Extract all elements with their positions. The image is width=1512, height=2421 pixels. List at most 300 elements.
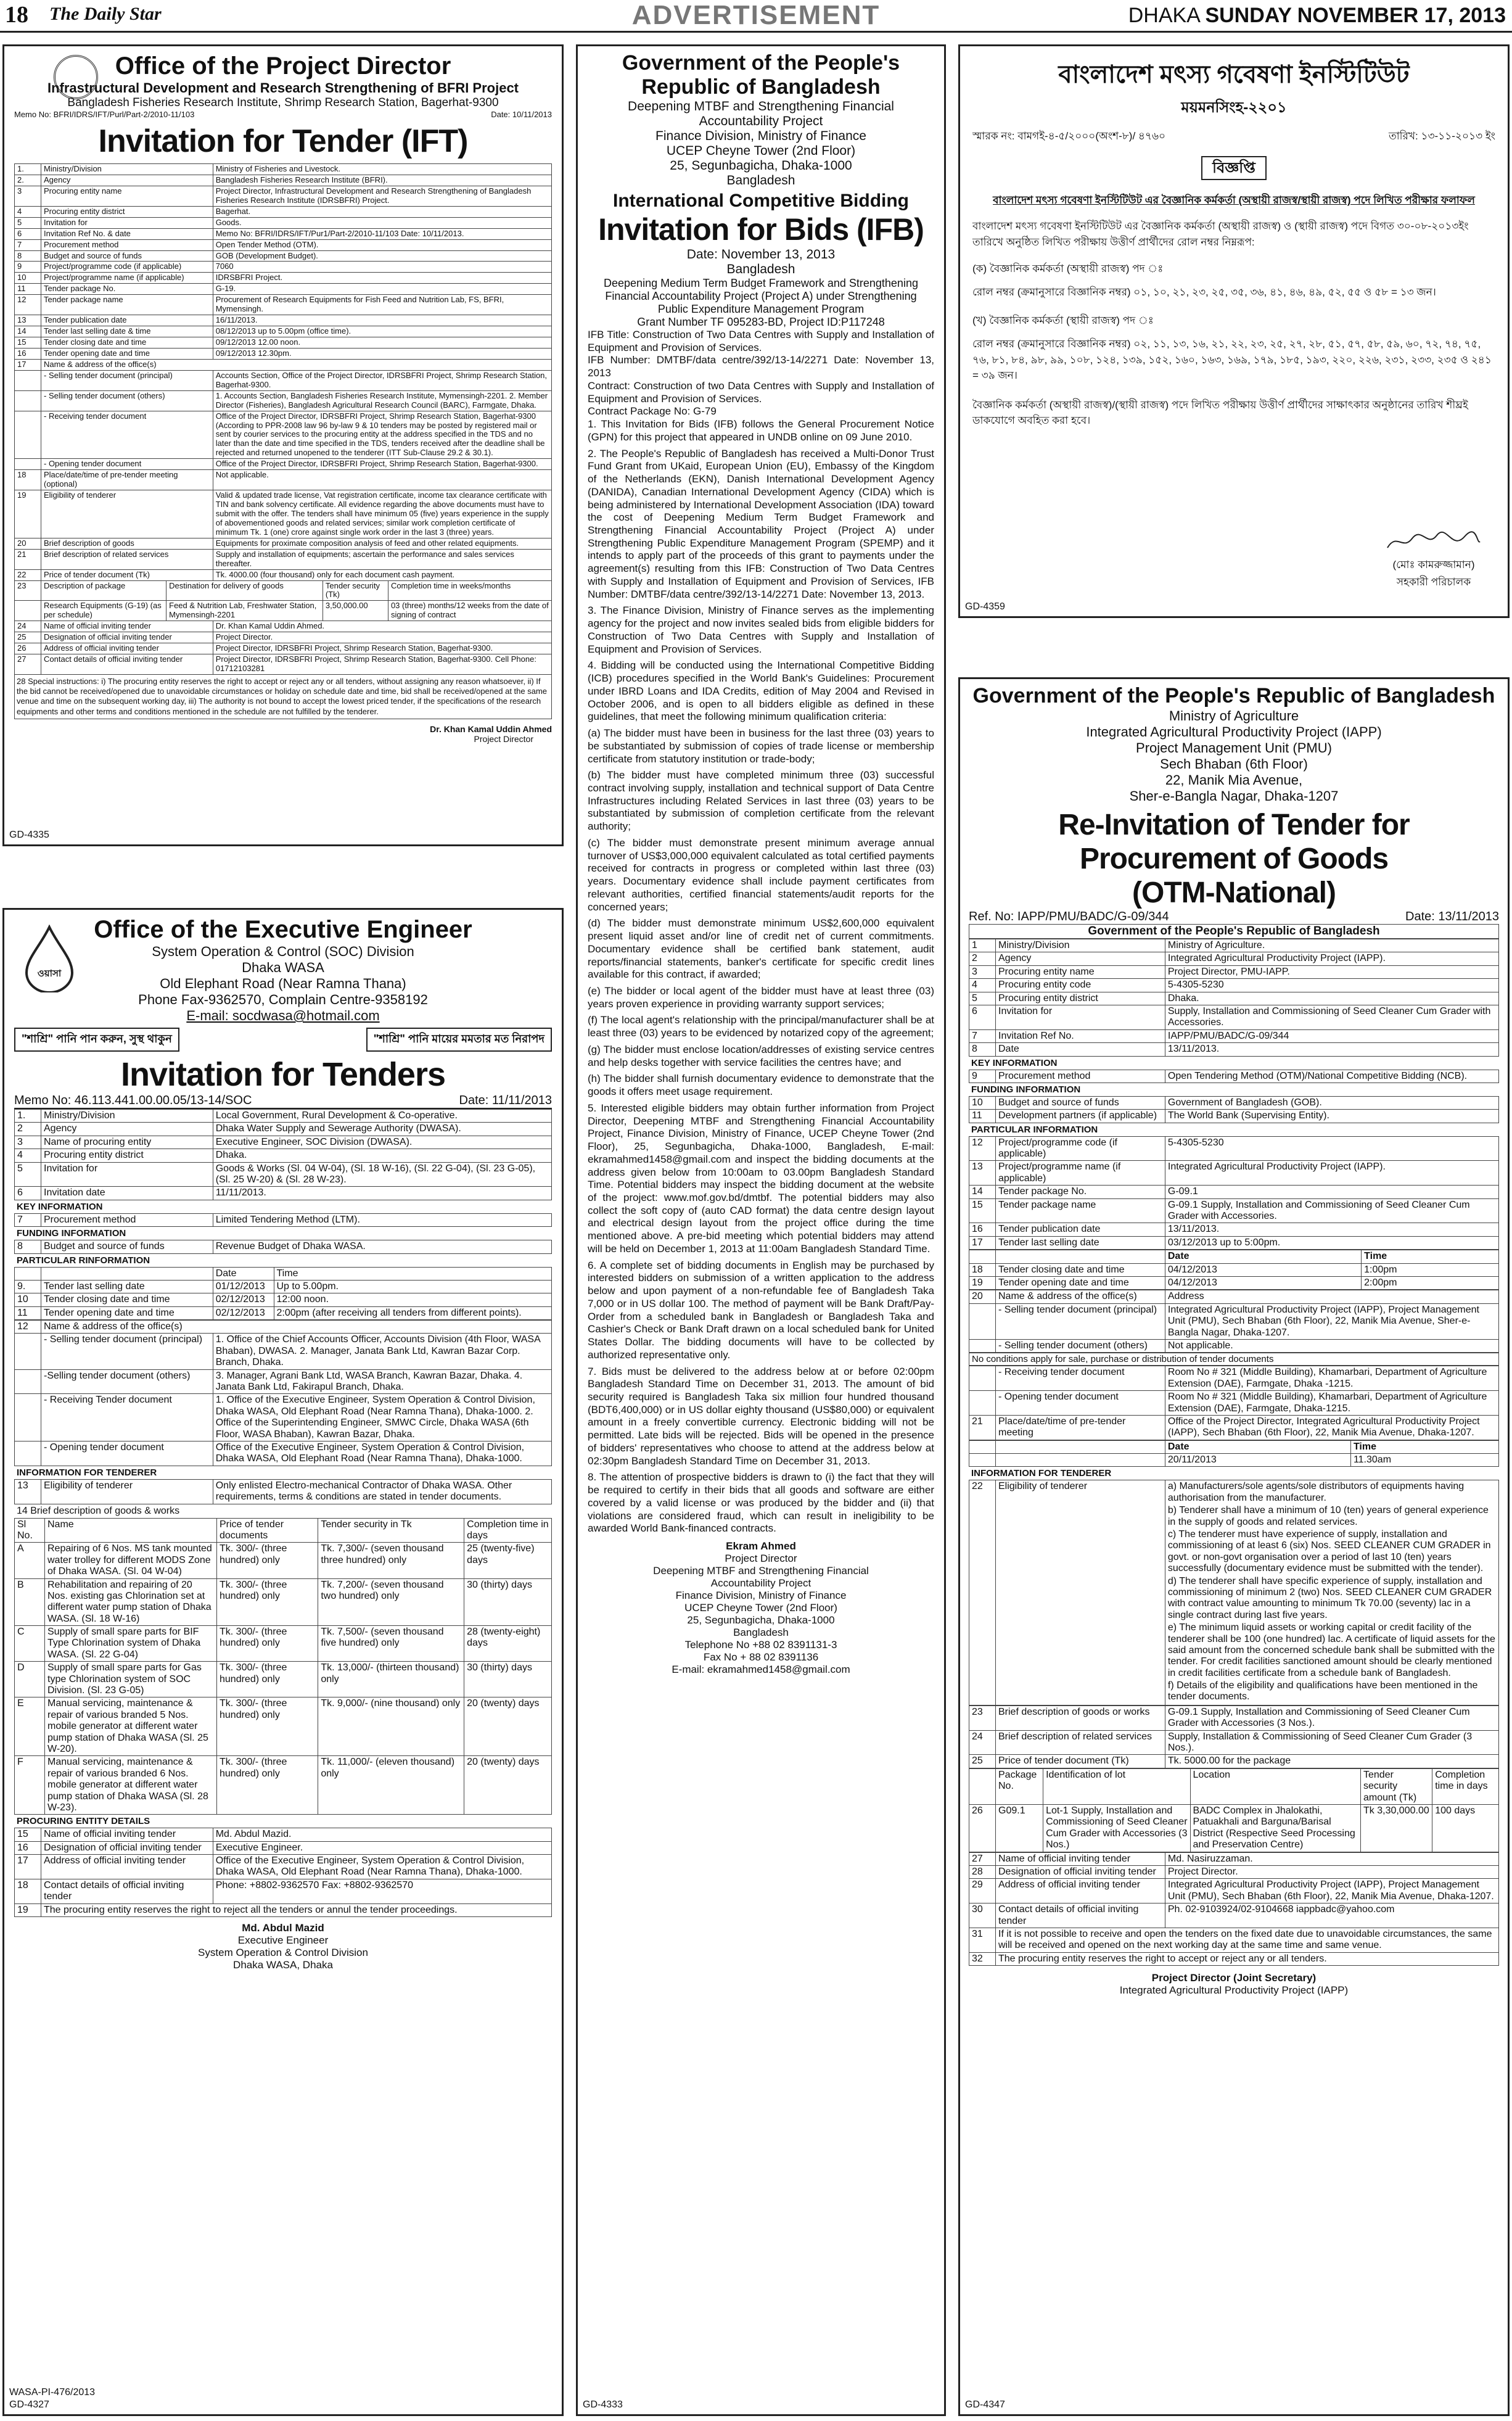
table-cell: Designation of official inviting tender <box>41 632 213 643</box>
table-cell: 15 <box>15 337 41 349</box>
table-cell: Local Government, Rural Development & Co-operative. <box>213 1110 551 1123</box>
table-cell: Executive Engineer. <box>213 1841 551 1854</box>
table-cell: The procuring entity reserves the right to reject all the tenders or annul the tender proceedings. <box>41 1903 552 1916</box>
table-cell: 3 <box>15 1136 41 1149</box>
table-cell: 3,50,000.00 <box>323 601 388 621</box>
table-row <box>15 370 552 390</box>
ad2-works-table <box>14 1518 552 1815</box>
table-row <box>15 262 552 273</box>
table-cell: Project/programme code (if applicable) <box>41 262 213 273</box>
ad2-elig-table <box>14 1479 552 1504</box>
wasa-logo-text: ওয়াসা <box>37 968 62 979</box>
table-cell: 2:00pm (after receiving all tenders from different points). <box>274 1306 552 1319</box>
table-cell: Price of tender document (Tk) <box>996 1755 1165 1768</box>
table-cell: Supply and installation of equipments; ascertain the performance and sales services thereafter. <box>213 549 551 569</box>
table-cell: Contact details of official inviting tender <box>996 1903 1165 1928</box>
table-cell: 22 <box>969 1480 996 1705</box>
table-cell: Office of the Project Director, IDRSBFRI Project, Shrimp Research Station, Bagerhat-9300 (According to PPR-2008 law 96 by-law 9 & 10 tenders may be posted by registered mail or sent by courier services to the procuring entity at the address specified in the TDS and no later than the date and time specified in the TDS, tenders received after the deadline shall be rejected and returned unopened to the tenderer (ITT Sub-Clause 29.2 & 30.1). <box>213 411 551 459</box>
table-cell: Dhaka Water Supply and Sewerage Authority (DWASA). <box>213 1123 551 1136</box>
table-cell: Tender opening date and time <box>996 1276 1165 1289</box>
ad3-intro-line: Deepening Medium Term Budget Framework and Strengthening <box>604 277 918 289</box>
table-cell: 11.30am <box>1350 1454 1498 1467</box>
ad4-gd: GD-4359 <box>965 601 1005 612</box>
table-cell: IAPP/PMU/BADC/G-09/344 <box>1165 1029 1498 1042</box>
table-row <box>15 1441 552 1466</box>
ad3-paragraph: (b) The bidder must have completed minimum three (03) successful contract involving supply, installation and technical support of Data Centre Infrastructures including Related Services in last three (03) years to be substantiated by submission of completion certificate from the relevant authority; <box>588 769 934 833</box>
table-row <box>15 549 552 569</box>
table-cell: Invitation for <box>41 217 213 228</box>
ad3-sign-line: UCEP Cheyne Tower (2nd Floor) <box>684 1602 837 1614</box>
table-cell: 13 <box>15 1479 41 1504</box>
table-row <box>969 965 1499 978</box>
table-cell: 18 <box>15 1879 41 1903</box>
table-row <box>15 1334 552 1369</box>
ad3-sign-line: Fax No + 88 02 8391136 <box>703 1651 819 1664</box>
table-row <box>15 250 552 262</box>
table-cell <box>969 1440 996 1453</box>
table-row <box>969 1879 1499 1903</box>
ad5-heading2: Procurement of Goods <box>1079 843 1389 875</box>
ad5-dates-table <box>969 1250 1499 1290</box>
table-cell: Address of official inviting tender <box>41 1855 213 1879</box>
ad3-paragraph: (f) The local agent's relationship with the principal/manufacturer shall be at least three (03) years to be evidenced by notarized copy of the agreement; <box>588 1014 934 1039</box>
ad5-sub-line: Ministry of Agriculture <box>1169 708 1299 724</box>
ad4-line3: বৈজ্ঞানিক কর্মকর্তা (অস্থায়ী রাজস্ব)/(স্থায়ী রাজস্ব) পদে লিখিত পরীক্ষায় উত্তীর্ণ প্রার্থীদের সাক্ষাৎকার অনুষ্ঠানের তারিখ শীঘ্রই ডাকযোগে অবহিত করা হবে। <box>972 398 1468 426</box>
table-cell: Price of tender documents <box>217 1518 318 1543</box>
table-cell: Memo No: BFRI/IDRS/IFT/Pur1/Part-2/2010-11/103 Date: 10/11/2013. <box>213 228 551 239</box>
table-cell: 16/11/2013. <box>213 315 551 326</box>
table-cell: Invitation for <box>41 1162 213 1187</box>
table-cell: Package No. <box>996 1768 1043 1804</box>
ad5-heading3: (OTM-National) <box>1132 876 1336 909</box>
ad3-paragraph: 4. Bidding will be conducted using the International Competitive Bidding (ICB) procedures specified in the World Bank's Guidelines: Procurement under IBRD Loans and IDA Credits, edition of May 2004 and Revised in October 2006, and is open to all bidders eligible as defined in these guidelines, that meet the following minimum qualification criteria: <box>588 659 934 723</box>
table-row <box>15 1149 552 1162</box>
table-cell: Name of procuring entity <box>41 1136 213 1149</box>
table-cell: 1. Office of the Chief Accounts Officer, Accounts Division (4th Floor, WASA Bhaban), DWASA. 2. Manager, Janata Bank Ltd, Kawran Bazar Corp. Branch, Dhaka. <box>213 1334 551 1369</box>
table-cell: Name of official inviting tender <box>41 1828 213 1841</box>
table-row <box>15 315 552 326</box>
table-cell <box>15 459 41 470</box>
ad1-sign-name: Dr. Khan Kamal Uddin Ahmed <box>430 724 552 734</box>
table-cell: G09.1 <box>996 1805 1043 1852</box>
table-row <box>969 1730 1499 1755</box>
ad2-fund-table <box>14 1240 552 1253</box>
table-cell: Place/date/time of pre-tender meeting (optional) <box>41 470 213 490</box>
table-cell <box>1165 1480 1498 1705</box>
table-cell: - Opening tender document <box>41 1441 213 1466</box>
ad3-paragraph: 6. A complete set of bidding documents in English may be purchased by interested bidders on submission of a written application to the address below and upon payment of a non-refundable fee of Bangladesh Taka 7,000 or in US dollar 100. The method of payment will be Bank Draft/Pay-Order from a scheduled bank in Bangladesh or Bangladesh Taka and Cashier's Check or Bank Draft drawn on a local scheduled bank for United States Dollar. The bidding documents will have to be collected by authorized representative only. <box>588 1259 934 1361</box>
ad3-sub-line: Deepening MTBF and Strengthening Financial <box>628 99 894 113</box>
date-rest: SUNDAY NOVEMBER 17, 2013 <box>1205 4 1506 27</box>
table-cell: 15 <box>969 1198 996 1223</box>
table-row <box>969 1043 1499 1056</box>
table-cell: Supply, Installation and Commissioning of Seed Cleaner Cum Grader with Accessories. <box>1165 1005 1498 1029</box>
table-cell: Project Director. <box>213 632 551 643</box>
table-cell: Address <box>1165 1290 1498 1303</box>
table-cell: 4 <box>15 206 41 217</box>
ad2-memo: Memo No: 46.113.441.00.00.05/13-14/SOC <box>14 1094 252 1107</box>
table-cell: Brief description of related services <box>41 549 213 569</box>
ad3-icb: International Competitive Bidding <box>612 191 909 211</box>
table-row <box>15 206 552 217</box>
table-cell: Ministry of Agriculture. <box>1165 939 1498 952</box>
ad5-fund-table <box>969 1096 1499 1123</box>
table-cell: 29 <box>969 1879 996 1903</box>
ad5-elig-item: e) The minimum liquid assets or working capital or credit facility of the tenderer shall be 100 (one hundred) lac. A certificate of liquid assets for the said amount from the concerned schedule bank shall be submitted with the tender. For credit facilities sanctioned amount should be clearly mentioned in credit facilities certificate from a schedule bank of Bangladesh. <box>1167 1622 1495 1678</box>
table-cell: D <box>15 1662 45 1697</box>
table-cell: Tk. 7,500/- (seven thousand five hundred) only <box>318 1626 464 1662</box>
table-cell <box>15 1334 41 1369</box>
table-cell: Time <box>274 1267 552 1280</box>
date-city: DHAKA <box>1128 4 1199 27</box>
table-cell: 20 <box>15 538 41 549</box>
ad4-notice-wrap <box>972 157 1495 181</box>
ad3-date: Date: November 13, 2013 <box>686 247 836 262</box>
table-cell: 16 <box>15 348 41 359</box>
table-row <box>15 538 552 549</box>
table-cell: Tender package name <box>41 295 213 315</box>
ad-bfri-notice-bn <box>958 44 1510 618</box>
table-cell: Tender opening date and time <box>41 348 213 359</box>
table-cell: Tk. 11,000/- (eleven thousand) only <box>318 1756 464 1815</box>
table-cell: 6 <box>969 1005 996 1029</box>
ad3-sign-line: E-mail: ekramahmed1458@gmail.com <box>672 1664 850 1676</box>
table-cell: Bangladesh Fisheries Research Institute (BFRI). <box>213 175 551 186</box>
ad3-paragraph: (g) The bidder must enclose location/addresses of existing service centres and help desks together with service facilities the centres have; and <box>588 1043 934 1068</box>
ad1-package-table <box>14 580 552 622</box>
ad5-elig-table <box>969 1480 1499 1705</box>
table-row <box>969 1276 1499 1289</box>
table-cell: 2 <box>15 1123 41 1136</box>
ad5-sub-line: Integrated Agricultural Productivity Project (IAPP) <box>1086 724 1382 740</box>
ad3-paragraph: 7. Bids must be delivered to the address below at or before 02:00pm Bangladesh Standard Time on December 31, 2013. The amount of bid security required is Bangladesh Taka six million four hundred thousand (BDT6,400,000) or in US dollar eighty thousand (US$80,000) or equivalent amount in a freely convertible currency. Electronic bidding will not be permitted. Late bids will be rejected. Bids will be opened in the presence of bidders' representatives who choose to attend at the address below at 02:30pm Bangladesh Standard Time on December 31, 2013. <box>588 1365 934 1467</box>
table-row <box>969 1928 1499 1952</box>
table-cell <box>15 390 41 411</box>
table-cell: Dhaka. <box>1165 992 1498 1005</box>
table-cell: Contact details of official inviting tender <box>41 1879 213 1903</box>
table-cell: 7 <box>15 239 41 250</box>
table-cell: G-09.1 Supply, Installation and Commissioning of Seed Cleaner Cum Grader with Accessories (3 Nos.). <box>1165 1705 1498 1730</box>
table-cell: Tender security (Tk) <box>323 580 388 601</box>
table-row <box>15 1756 552 1815</box>
ad3-heading: Invitation for Bids (IFB) <box>598 212 924 247</box>
ad4-ka: (ক) বৈজ্ঞানিক কর্মকর্তা (অস্থায়ী রাজস্ব) পদ ঃ <box>972 263 1164 274</box>
table-cell: 31 <box>969 1928 996 1952</box>
ad2-sign-l2: System Operation & Control Division <box>198 1947 368 1959</box>
ad3-info-line: IFB Title: Construction of Two Data Centres with Supply and Installation of Equipment and Provision of Services. <box>588 329 934 353</box>
table-row <box>969 1198 1499 1223</box>
table-row <box>15 1662 552 1697</box>
table-cell: Completion time in days <box>464 1518 552 1543</box>
table-cell: Room No # 321 (Middle Building), Khamarbari, Department of Agriculture Extension (DAE), Farmgate, Dhaka -1215. <box>1165 1366 1498 1391</box>
table-cell: 17 <box>969 1236 996 1249</box>
ad4-notice: বিজ্ঞপ্তি <box>1201 156 1267 180</box>
table-cell: Ministry/Division <box>41 164 213 175</box>
table-cell: Tk. 300/- (three hundred) only <box>217 1578 318 1626</box>
table-cell: 7 <box>969 1029 996 1042</box>
ad5-sub-line: Project Management Unit (PMU) <box>1136 740 1332 756</box>
ad3-paragraph: (e) The bidder or local agent of the bidder must have at least three (03) years proven experience in providing warranty support services; <box>588 984 934 1010</box>
table-cell: 2 <box>969 952 996 965</box>
table-cell: Price of tender document (Tk) <box>41 569 213 580</box>
ad2-particular: PARTICULAR RINFORMATION <box>17 1255 150 1266</box>
table-row <box>15 228 552 239</box>
ad3-sub <box>588 99 934 188</box>
ad5-pre-table <box>969 1440 1499 1467</box>
table-row <box>15 390 552 411</box>
table-cell: The procuring entity reserves the right to accept or reject any or all tenders. <box>996 1952 1499 1965</box>
table-cell: Office of the Project Director, IDRSBFRI Project, Shrimp Research Station, Bagerhat-9300. <box>213 459 551 470</box>
ad2-date: Date: 11/11/2013 <box>459 1094 552 1107</box>
ad5-elig-item: b) Tenderer shall have a minimum of 10 (ten) years of general experience in the supply of goods and related services. <box>1167 1505 1489 1527</box>
table-row <box>15 1543 552 1578</box>
table-row <box>15 1394 552 1441</box>
ad5-recv-table <box>969 1366 1499 1440</box>
ad2-funding: FUNDING INFORMATION <box>17 1228 126 1239</box>
ad3-sign-line: Ekram Ahmed <box>726 1540 796 1553</box>
ad4-sign-title: সহকারী পরিচালক <box>1396 576 1471 588</box>
table-row <box>15 1697 552 1756</box>
ad1-date: Date: 10/11/2013 <box>491 110 552 119</box>
table-cell: 11/11/2013. <box>213 1187 551 1200</box>
table-cell: Invitation for <box>996 1005 1165 1029</box>
table-cell: B <box>15 1578 45 1626</box>
table-row <box>969 1805 1499 1852</box>
table-row <box>969 1768 1499 1804</box>
table-cell: Dr. Khan Kamal Uddin Ahmed. <box>213 621 551 632</box>
table-cell: -Selling tender document (others) <box>41 1369 213 1394</box>
table-cell: Tk 3,30,000.00 <box>1361 1805 1432 1852</box>
table-cell: Completion time in days <box>1432 1768 1499 1804</box>
table-row <box>15 1110 552 1123</box>
table-cell: Tender closing date and time <box>996 1263 1165 1276</box>
ad2-sub1: System Operation & Control (SOC) Division <box>152 944 414 959</box>
table-row <box>15 1136 552 1149</box>
table-cell: 30 (thirty) days <box>464 1578 552 1626</box>
table-cell: 9 <box>15 262 41 273</box>
table-cell: C <box>15 1626 45 1662</box>
table-cell <box>15 1394 41 1441</box>
ad-iapp-tender <box>958 677 1510 2416</box>
ad2-email[interactable]: E-mail: socdwasa@hotmail.com <box>186 1008 380 1023</box>
table-row <box>969 1161 1499 1186</box>
ad1-special: 28 Special instructions: i) The procuring entity reserves the right to accept or reject any or all tenders, without assigning any reason whatsoever, ii) If the bid cannot be received/opened due to unavoidable circumstances or holiday on schedule date and time, bid shall be received/opened at the same venue and time on the subsequent working day, iii) The authority is not bound to accept the lowest priced tender, if the specifications of the research equipments and other terms and conditions mentioned in the schedule are not fulfilled by the tenderer. <box>14 674 552 719</box>
ad2-key-info: KEY INFORMATION <box>17 1201 103 1212</box>
table-cell: Procurement method <box>996 1070 1165 1083</box>
table-row <box>15 470 552 490</box>
table-cell: 08/12/2013 up to 5.00pm (office time). <box>213 326 551 337</box>
table-cell: Procurement method <box>41 239 213 250</box>
table-cell: Tender last selling date <box>41 1280 213 1293</box>
table-row <box>15 273 552 284</box>
table-cell: Tk. 300/- (three hundred) only <box>217 1697 318 1756</box>
table-cell: 20/11/2013 <box>1165 1454 1350 1467</box>
table-cell: Procurement method <box>41 1213 213 1226</box>
table-row <box>969 1391 1499 1416</box>
table-cell: 30 <box>969 1903 996 1928</box>
table-row <box>15 411 552 459</box>
table-cell: Invitation date <box>41 1187 213 1200</box>
ad1-institute: Bangladesh Fisheries Research Institute, Shrimp Research Station, Bagerhat-9300 <box>67 96 499 109</box>
ad3-sub-line: Finance Division, Ministry of Finance <box>655 129 866 143</box>
table-cell: 5 <box>969 992 996 1005</box>
table-cell: 2. <box>15 175 41 186</box>
table-cell: - Selling tender document (others) <box>41 390 213 411</box>
table-cell: 1. <box>15 164 41 175</box>
newspaper-name: The Daily Star <box>49 4 162 24</box>
table-cell: 01/12/2013 <box>213 1280 274 1293</box>
ad5-elig-item: f) Details of the eligibility and qualifications have been mentioned in the tender documents. <box>1167 1680 1478 1702</box>
ad5-addr-table <box>969 1290 1499 1353</box>
table-row <box>969 1005 1499 1029</box>
ad2-pe-table <box>14 1828 552 1917</box>
table-row <box>969 1705 1499 1730</box>
ad3-title2: Republic of Bangladesh <box>641 75 881 99</box>
table-row <box>15 175 552 186</box>
ad3-intro-line: Public Expenditure Management Program <box>657 303 865 315</box>
table-cell: Tender last selling date & time <box>41 326 213 337</box>
page-header <box>0 0 1512 33</box>
signature-scribble <box>1384 529 1483 554</box>
table-row <box>969 1096 1499 1109</box>
table-cell: 09/12/2013 12.00 noon. <box>213 337 551 349</box>
table-row <box>969 1440 1499 1453</box>
table-cell: Invitation Ref No. & date <box>41 228 213 239</box>
table-cell: Address of official inviting tender <box>996 1879 1165 1903</box>
table-cell: 9. <box>15 1280 41 1293</box>
table-cell: 13 <box>969 1161 996 1186</box>
table-cell: Tender opening date and time <box>41 1306 213 1319</box>
ad3-info-line: Contract Package No: G-79 <box>588 405 717 418</box>
table-cell: - Selling tender document (principal) <box>41 370 213 390</box>
table-row <box>969 952 1499 965</box>
table-cell: Project Director, Infrastructural Development and Research Strengthening of Bangladesh Fisheries Research Institute (IDRSBFRI) Project. <box>213 186 551 206</box>
table-row <box>15 490 552 538</box>
ad2-memo-line <box>14 1094 552 1109</box>
table-cell: Open Tender Method (OTM). <box>213 239 551 250</box>
ad1-table2 <box>14 621 552 675</box>
table-cell: Limited Tendering Method (LTM). <box>213 1213 551 1226</box>
table-row <box>15 621 552 632</box>
table-cell: Name of official inviting tender <box>41 621 213 632</box>
table-row <box>969 1236 1499 1249</box>
table-cell: Phone: +8802-9362570 Fax: +8802-9362570 <box>213 1879 551 1903</box>
table-row <box>15 1123 552 1136</box>
ad1-subtitle: Infrastructural Development and Research Strengthening of BFRI Project <box>47 80 519 96</box>
ad2-sign-l1: Executive Engineer <box>237 1934 329 1947</box>
table-row <box>969 1303 1499 1339</box>
ad3-sign-line: Deepening MTBF and Strengthening Financial <box>653 1565 869 1577</box>
ad2-sub3: Old Elephant Road (Near Ramna Thana) <box>160 976 406 991</box>
table-row <box>15 239 552 250</box>
table-cell: Sl No. <box>15 1518 45 1543</box>
table-cell: 16 <box>15 1841 41 1854</box>
table-cell: - Opening tender document <box>996 1391 1165 1416</box>
table-row <box>969 1852 1499 1865</box>
ad3-title1: Government of the People's <box>622 51 900 75</box>
table-row <box>15 1518 552 1543</box>
ad5-sub-line: Sher-e-Bangla Nagar, Dhaka-1207 <box>1129 788 1339 804</box>
table-row <box>969 1263 1499 1276</box>
table-cell: Tk. 7,300/- (seven thousand three hundred) only <box>318 1543 464 1578</box>
table-cell <box>996 1454 1165 1467</box>
table-row <box>969 1223 1499 1236</box>
table-cell: 04/12/2013 <box>1165 1276 1361 1289</box>
table-row <box>15 569 552 580</box>
table-cell: Manual servicing, maintenance & repair of various branded 5 Nos. mobile generator at different water pump station of Dhaka WASA (Sl. 25 W-20). <box>45 1697 217 1756</box>
table-cell: 4 <box>969 979 996 992</box>
table-cell <box>15 601 41 621</box>
table-cell: - Receiving tender document <box>996 1366 1165 1391</box>
ad3-paragraph: 5. Interested eligible bidders may obtain further information from Project Director, Deepening MTBF and Strengthening Financial Accountability Project, Finance Division, Ministry of Finance, UCEP Cheyne Tower (2nd Floor), 25, Segunbagicha, Dhaka-1000, Bangladesh, E-mail: ekramahmed1458@gmail.com and inspect the bidding documents at the address given below from 10:00am to 03.00pm Bangladesh Standard Time. Potential bidders may inspect the bidding document at the website of the project: www.mof.gov.bd/dmtbf. The potential bidders may also collect the soft copy of (auto CAD format) the data centre design layout and electrical design layout from the project office during the time mentioned above. A pre-bid meeting which potential bidders may attend will be held on December 1, 2013 at 11:00am Bangladesh Standard Time. <box>588 1102 934 1255</box>
table-row <box>15 337 552 349</box>
table-cell: 19 <box>969 1276 996 1289</box>
table-cell: Ph. 02-9103924/02-9104668 iappbadc@yahoo.com <box>1165 1903 1498 1928</box>
table-cell: Project Director, IDRSBFRI Project, Shrimp Research Station, Bagerhat-9300. Cell Phone: 01712103281 <box>213 654 551 675</box>
table-cell: 18 <box>969 1263 996 1276</box>
table-row <box>15 1321 552 1334</box>
page-number: 18 <box>5 2 28 28</box>
table-row <box>15 1187 552 1200</box>
ad4-sign-name: (মোঃ কামরুজ্জামান) <box>1392 559 1475 571</box>
table-cell: Ministry/Division <box>996 939 1165 952</box>
ad5-key-info: KEY INFORMATION <box>971 1057 1058 1068</box>
table-cell: 25 <box>15 632 41 643</box>
ad4-kha: (খ) বৈজ্ঞানিক কর্মকর্তা (স্থায়ী রাজস্ব) পদ ঃ <box>972 315 1154 326</box>
table-cell: 26 <box>15 643 41 654</box>
table-cell: Agency <box>996 952 1165 965</box>
table-cell: 11 <box>969 1110 996 1123</box>
table-cell: Integrated Agricultural Productivity Project (IAPP), Project Management Unit (PMU), Sech Bhaban (6th Floor), 22, Manik Mia Avenue, Dhaka-1207. <box>1165 1879 1498 1903</box>
table-cell: Tender closing date and time <box>41 1293 213 1306</box>
table-cell: 10 <box>969 1096 996 1109</box>
table-row <box>15 1293 552 1306</box>
table-row <box>969 1290 1499 1303</box>
table-cell <box>15 1267 41 1280</box>
table-cell: Tk. 300/- (three hundred) only <box>217 1662 318 1697</box>
ad5-no-cond: No conditions apply for sale, purchase or distribution of tender documents <box>969 1353 1499 1366</box>
table-cell: Not applicable. <box>1165 1339 1498 1352</box>
table-cell: Project/programme name (if applicable) <box>41 273 213 284</box>
table-cell: 21 <box>15 549 41 569</box>
ad2-slogan1: "শাশ্রি" পানি পান করুন, সুস্থ থাকুন <box>14 1028 179 1052</box>
ad4-memo: স্মারক নং: বামগই-৪-৫/২০০০(অংশ-৮)/ ৪৭৬০ <box>972 130 1166 142</box>
table-cell: 27 <box>15 654 41 675</box>
ad3-lines <box>588 329 934 418</box>
table-row <box>15 359 552 370</box>
table-row <box>15 1578 552 1626</box>
table-cell: Not applicable. <box>213 470 551 490</box>
table-row <box>969 1136 1499 1161</box>
ad5-date: Date: 13/11/2013 <box>1405 910 1499 923</box>
ad2-info-tenderer: INFORMATION FOR TENDERER <box>17 1467 157 1478</box>
ad4-date: তারিখ: ১৩-১১-২০১৩ ইং <box>1388 130 1495 142</box>
table-cell: 03/12/2013 up to 5:00pm. <box>1165 1236 1498 1249</box>
ad4-kha-list: রোল নম্বর (ক্রমানুসারে বিজ্ঞানিক নম্বর) ০২, ১১, ১৩, ১৬, ২১, ২২, ২৩, ২৫, ২৭, ২৮, ৫১, ৫৭, ৫৮, ৫৯, ৬০, ৭২, ৭৪, ৭৫, ৭৬, ৮১, ৮৪, ৯৮, ৯৯, ১০৮, ১২৪, ১৩৯, ১৫২, ১৬০, ১৬৩, ১৬৯, ১৭৯, ১৮৫, ১৯৩, ২২০, ২২৬, ২৩১, ২৩৩, ২৩৫ ও ২৪১ = ৩৯ জন। <box>972 338 1492 381</box>
table-cell: Revenue Budget of Dhaka WASA. <box>213 1240 551 1253</box>
ad-bfri-ift <box>2 44 564 846</box>
ad3-sub-line: Accountability Project <box>699 114 823 128</box>
table-cell: 30 (thirty) days <box>464 1662 552 1697</box>
section-title: ADVERTISEMENT <box>631 0 881 30</box>
table-cell: Ministry of Fisheries and Livestock. <box>213 164 551 175</box>
table-cell: Goods. <box>213 217 551 228</box>
table-row <box>15 1280 552 1293</box>
table-cell: 03 (three) months/12 weeks from the date of signing of contract <box>388 601 551 621</box>
table-cell: Tender closing date and time <box>41 337 213 349</box>
table-cell: 25 <box>969 1755 996 1768</box>
table-cell: Procuring entity district <box>41 206 213 217</box>
